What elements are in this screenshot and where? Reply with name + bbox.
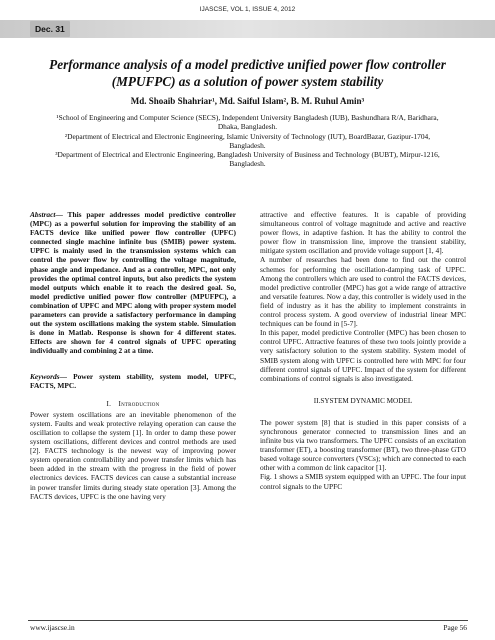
keywords-text: Power system stability, system model, UPFC, FACTS, MPC.	[30, 371, 236, 390]
abstract-text: This paper addresses model predictive controller (MPC) as a powerful solution for improving the stability of an FACTS device like unified power flow controller (UPFC) connected single machine infinite bus (SMIB) power system. UPFC is mainly used in the transmission systems which can control the power flow by controlling the voltage magnitude, phase angle and impedance. And as a controller, MPC, not only provides the optimal control inputs, but also predicts the system model outputs which enable it to reach the desired goal. So, model predictive unified power flow controller (MPUFPC), a combination of UPFC and MPC along with proper system model parameters can provide a satisfactory performance in damping out the system oscillations making the system stable. Simulation is done in Matlab. Response is shown for 4 different states. Effects are shown for 4 control signals of UPFC operating individually and combining 2 at a time.	[30, 210, 236, 356]
affiliation-2: ²Department of Electrical and Electronic Engineering, Islamic University of Technology (IUT), BoardBazar, Gazipur-1704, Bangladesh.	[64, 131, 431, 150]
intro-paragraph: Power system oscillations are an inevitable phenomenon of the system. Faults and weak protective relaying operation can cause the oscillation to collapse the system [1]. In order to damp these power system oscillations, different devices and control methods are used [2]. FACTS technology is the newest way of improving power system operation controllability and power transfer limits which has been added in the stream with the progress in the field of power electronics devices. FACTS devices can cause a substantial increase in power transfer limits during steady state operation [3]. Among the FACTS devices, UPFC is the one having very	[30, 409, 236, 501]
date-bar	[0, 20, 495, 38]
footer-rule	[28, 620, 468, 621]
left-column	[30, 210, 236, 501]
body-paragraph-3: In this paper, model predictive Controller (MPC) has been chosen to control UPFC. Attractive features of these two tools jointly provide a very satisfactory solution to the system stability. System model of SMIB system along with UPFC is controlled here with MPC for four different control signals of UPFC. Impact of the system for different combinations of control signals is also investigated.	[260, 328, 466, 383]
page-number: Page 56	[443, 623, 467, 632]
section-heading-introduction: I. Introduction	[106, 399, 160, 408]
affiliations	[50, 113, 445, 169]
paper-title: Performance analysis of a model predictive unified power flow controller (MPUFPC) as a solution of power system stability	[49, 57, 446, 89]
abstract-label: Abstract—	[30, 210, 63, 219]
journal-header: IJASCSE, VOL 1, ISSUE 4, 2012	[199, 6, 296, 13]
section-heading-system-model: II.SYSTEM DYNAMIC MODEL	[313, 396, 413, 405]
abstract	[30, 210, 236, 356]
footer-url: www.ijascse.in	[30, 623, 75, 632]
body-paragraph-4: The power system [8] that is studied in this paper consists of a synchronous generator connected to transmission lines and an infinite bus via two transformers. The UPFC consists of an excitation transformer (ET), a boosting transformer (BT), two three-phase GTO based voltage source converters (VSCs); which are connected to each other with a common dc link capacitor [1].	[260, 417, 466, 473]
body-paragraph-2: A number of researches had been done to find out the control schemes for performing the oscillation-damping task of UPFC. Among the controllers which are used to control the FACTS devices, model predictive controller (MPC) has got a wide range of attractive and versatile features. Now a day, this controller is widely used in the field of industry as it has the ability to implement constraints in control process system. A good overview of industrial linear MPC techniques can be found in [5-7].	[260, 255, 466, 329]
body-paragraph-1: attractive and effective features. It is capable of providing simultaneous control of voltage magnitude and active and reactive power flows, in adaptive fashion. It has the ability to control the power flow in transmission line, improve the transient stability, mitigate system oscillation and provide voltage support [1, 4].	[260, 210, 466, 256]
body-paragraph-5: Fig. 1 shows a SMIB system equipped with an UPFC. The four input control signals to the UPFC	[260, 472, 466, 491]
affiliation-1: ¹School of Engineering and Computer Science (SECS), Independent University Bangladesh (IUB), Bashundhara R/A, Baridhara, Dhaka, Bangladesh.	[56, 113, 439, 132]
keywords	[30, 372, 236, 390]
author-list: Md. Shoaib Shahriar¹, Md. Saiful Islam², B. M. Ruhul Amin³	[130, 96, 365, 106]
right-column	[260, 210, 466, 491]
keywords-label: Keywords—	[30, 371, 67, 381]
affiliation-3: ³Department of Electrical and Electronic Engineering, Bangladesh University of Business and Technology (BUBT), Mirpur-1216, Bangladesh.	[55, 150, 440, 169]
date-badge: Dec. 31	[30, 21, 70, 37]
